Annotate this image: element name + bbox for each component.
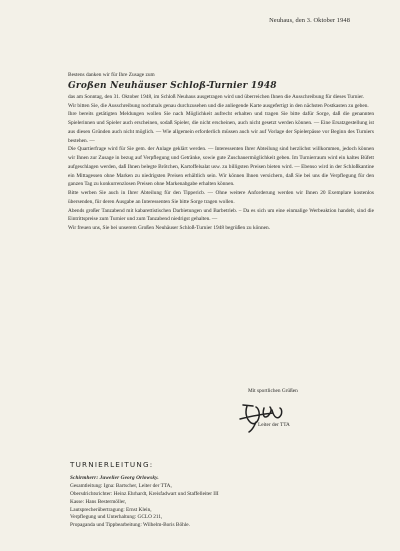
letter-body bbox=[68, 71, 374, 233]
intro-line: Bestens danken wir für Ihre Zusage zum bbox=[68, 72, 155, 78]
paragraph-accommodation: Die Quartierfrage wird für Sie gem. der Anlage geklärt werden. — Interessenten Ihrer Abteilung sind herzlichst willkommen, jedoch können wir Ihnen zur Zusage in bezug auf Verpflegung und Getränke, sowie gute Zuschauermöglichkeit geben. Im Turnierraum wird ein kaltes Büfett aufgeschlagen werden, daß Ihnen belegte Brötchen, Kartoffelsalat usw. zu billigsten Preisen bieten wird. — Ebenso wird in der Schloßkantine ein Mittagessen ohne Marken zu niedrigsten Preisen erhältlich sein. Wir können Ihnen versichern, daß Sie bei uns die Verpflegung für den ganzen Tag zu konkurrenzlosen Preisen ohne Markenabgabe erhalten können. bbox=[68, 146, 374, 188]
tournament-committee bbox=[70, 461, 310, 530]
tournament-title: Großen Neuhäuser Schloß-Turnier 1948 bbox=[68, 81, 277, 92]
committee-member: Lautsprecherübertragung: Ernst Klein, bbox=[70, 506, 152, 513]
committee-member: Verpflegung und Unterhaltung: GCLO 211, bbox=[70, 514, 163, 521]
paragraph-greeting: Wir freuen uns, Sie bei unserem Großen Neuhäuser Schloß-Turnier 1948 begrüßen zu können. bbox=[68, 225, 271, 231]
paragraph-registrations: Ihre bereits getätigten Meldungen wollen Sie nach Möglichkeit aufrecht erhalten und tragen Sie bitte dafür Sorge, daß die genannten Spielerinnen und Spieler auch erscheinen, sodaß Spieler, die nicht erscheinen, auch nicht gesetzt werden können. — Eine Ersatzgestellung ist aus diesen Gründen auch nicht möglich. — Wie allgemein erforderlich müssen auch wir auf Vorlage der Spielerpässe vor Beginn des Turniers bestehen. — bbox=[68, 111, 374, 144]
committee-patron: Schirmherr: Juwelier Georg Orlowsky. bbox=[70, 474, 159, 481]
paragraph-review: Wir bitten Sie, die Ausschreibung nochmals genau durchzusehen und die anliegende Karte ausgefertigt in den nächsten Postkasten zu geben. bbox=[68, 102, 369, 109]
committee-member: Propaganda und Tippbearbeitung: Wilhelm-Boris Böhle. bbox=[70, 522, 190, 529]
committee-title: TURNIERLEITUNG: bbox=[70, 460, 154, 469]
paragraph-event-date: das am Sonntag, den 31. Oktober 1948, im Schloß Neuhaus ausgetragen wird und überreichen Ihnen die Ausschreibung für dieses Turnier. bbox=[68, 93, 365, 100]
signer-title: Leiter der TTA bbox=[258, 422, 290, 428]
closing-salutation: Mit sportlichen Grüßen bbox=[248, 388, 298, 394]
committee-member: Obersdrichtsrichter: Heinz Ehrhardt, Kreisfadwart und Staffelleiter III bbox=[70, 490, 219, 497]
committee-member: Kasse: Hans Bestermöller, bbox=[70, 498, 127, 505]
handwritten-signature bbox=[234, 398, 294, 438]
paragraph-advertising: Bitte werben Sie auch in Ihrer Abteilung für den Tippericb. — Ohne weitere Anforderung werden wir Ihnen 20 Exemplare kostenlos übersenden, für deren Ausgabe an Interessenten Sie bitte Sorge tragen wollen. bbox=[68, 190, 374, 205]
committee-member: Gesamtleitung: Igna: Bartscher, Leiter der TTA, bbox=[70, 482, 172, 489]
dateline: Neuhaus, den 3. Oktober 1948 bbox=[269, 17, 350, 24]
paragraph-dance-evening: Abends großer Tanzabend mit kabarettistischen Darbietungen und Barbetrieb. – Da es sich um eine einmalige Werbeaktion handelt, sind die Eintrittspreise zum Turnier und zum Tanzabend niedrigst gehalten. — bbox=[68, 207, 374, 223]
